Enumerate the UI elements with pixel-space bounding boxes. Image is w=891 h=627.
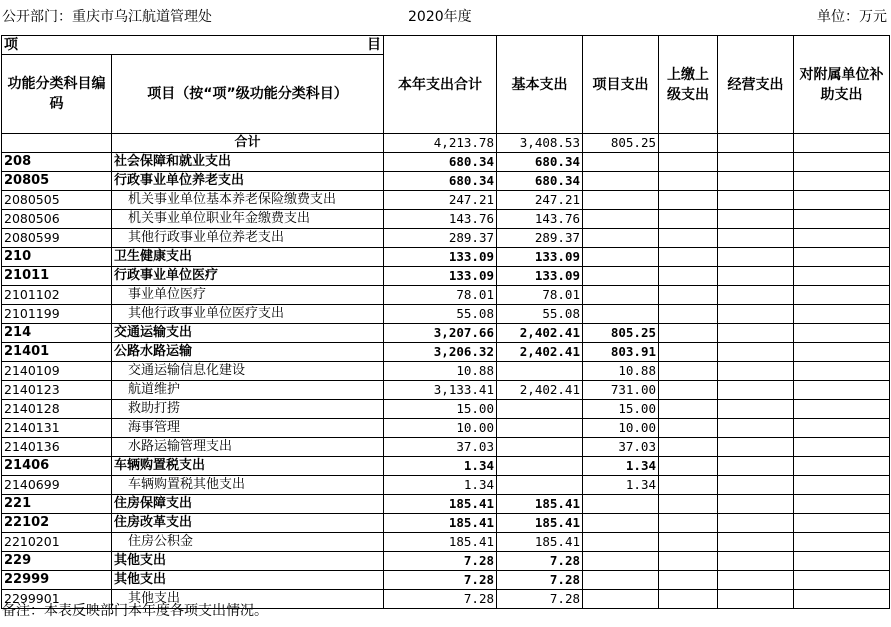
- row-code: 2140123: [2, 381, 112, 400]
- row-total: 7.28: [384, 590, 497, 609]
- row-name: 住房公积金: [112, 533, 384, 552]
- row-business: [718, 552, 794, 571]
- row-name: 车辆购置税其他支出: [112, 476, 384, 495]
- row-name: 水路运输管理支出: [112, 438, 384, 457]
- table-row: [2, 476, 890, 495]
- row-business: [718, 191, 794, 210]
- row-name: 其他行政事业单位医疗支出: [112, 305, 384, 324]
- row-project: [583, 305, 659, 324]
- row-name: 住房保障支出: [112, 495, 384, 514]
- row-business: [718, 457, 794, 476]
- row-total: 680.34: [384, 172, 497, 191]
- col-header-business: 经营支出: [718, 36, 794, 134]
- row-basic: 143.76: [497, 210, 583, 229]
- row-project: [583, 229, 659, 248]
- row-subsidy: [794, 172, 890, 191]
- row-basic: 680.34: [497, 153, 583, 172]
- row-subsidy: [794, 229, 890, 248]
- row-subsidy: [794, 552, 890, 571]
- row-subsidy: [794, 210, 890, 229]
- table-row: [2, 191, 890, 210]
- total-label: 合计: [112, 134, 384, 153]
- row-project: [583, 495, 659, 514]
- table-row: [2, 286, 890, 305]
- row-basic: 185.41: [497, 533, 583, 552]
- table-row: [2, 457, 890, 476]
- row-code: 2101102: [2, 286, 112, 305]
- row-upper: [659, 419, 718, 438]
- header-xiang: 项: [4, 37, 18, 53]
- table-row: [2, 514, 890, 533]
- row-subsidy: [794, 457, 890, 476]
- table-row: [2, 552, 890, 571]
- row-total: 3,206.32: [384, 343, 497, 362]
- col-header-upper: 上缴上级支出: [659, 36, 718, 134]
- table-row: [2, 419, 890, 438]
- row-business: [718, 343, 794, 362]
- row-basic: 133.09: [497, 267, 583, 286]
- row-upper: [659, 476, 718, 495]
- row-basic: 78.01: [497, 286, 583, 305]
- row-project: 805.25: [583, 324, 659, 343]
- row-subsidy: [794, 267, 890, 286]
- row-total: 185.41: [384, 495, 497, 514]
- row-upper: [659, 457, 718, 476]
- row-business: [718, 514, 794, 533]
- row-business: [718, 381, 794, 400]
- row-subsidy: [794, 438, 890, 457]
- row-total: 247.21: [384, 191, 497, 210]
- footnote: 备注：本表反映部门本年度各项支出情况。: [2, 603, 268, 619]
- row-basic: 247.21: [497, 191, 583, 210]
- total-code: [2, 134, 112, 153]
- row-code: 214: [2, 324, 112, 343]
- row-business: [718, 419, 794, 438]
- row-code: 221: [2, 495, 112, 514]
- row-code: 2140699: [2, 476, 112, 495]
- row-upper: [659, 267, 718, 286]
- table-row: [2, 305, 890, 324]
- row-business: [718, 153, 794, 172]
- table-row: [2, 495, 890, 514]
- row-business: [718, 533, 794, 552]
- col-header-project: 项目支出: [583, 36, 659, 134]
- row-upper: [659, 248, 718, 267]
- row-project: 731.00: [583, 381, 659, 400]
- row-total: 185.41: [384, 533, 497, 552]
- report-year: 2020年度: [408, 9, 472, 25]
- row-total: 3,133.41: [384, 381, 497, 400]
- row-subsidy: [794, 495, 890, 514]
- row-total: 143.76: [384, 210, 497, 229]
- row-code: 22999: [2, 571, 112, 590]
- row-subsidy: [794, 191, 890, 210]
- row-subsidy: [794, 248, 890, 267]
- row-code: 2101199: [2, 305, 112, 324]
- row-upper: [659, 229, 718, 248]
- row-project: [583, 191, 659, 210]
- row-code: 2210201: [2, 533, 112, 552]
- row-code: 20805: [2, 172, 112, 191]
- row-subsidy: [794, 514, 890, 533]
- row-basic: [497, 457, 583, 476]
- row-business: [718, 476, 794, 495]
- row-code: 2080505: [2, 191, 112, 210]
- row-total: 10.00: [384, 419, 497, 438]
- table-row: [2, 438, 890, 457]
- row-business: [718, 305, 794, 324]
- row-basic: 2,402.41: [497, 324, 583, 343]
- total-row: [2, 134, 890, 153]
- row-name: 其他行政事业单位养老支出: [112, 229, 384, 248]
- row-code: 210: [2, 248, 112, 267]
- row-subsidy: [794, 571, 890, 590]
- row-total: 78.01: [384, 286, 497, 305]
- row-basic: 7.28: [497, 590, 583, 609]
- row-upper: [659, 533, 718, 552]
- row-name: 海事管理: [112, 419, 384, 438]
- row-business: [718, 495, 794, 514]
- row-upper: [659, 153, 718, 172]
- row-total: 37.03: [384, 438, 497, 457]
- row-upper: [659, 495, 718, 514]
- row-subsidy: [794, 153, 890, 172]
- row-business: [718, 590, 794, 609]
- row-upper: [659, 210, 718, 229]
- col-header-basic: 基本支出: [497, 36, 583, 134]
- col-header-name: 项目（按“项”级功能分类科目）: [112, 55, 384, 134]
- row-code: 21406: [2, 457, 112, 476]
- row-upper: [659, 381, 718, 400]
- row-name: 交通运输信息化建设: [112, 362, 384, 381]
- row-subsidy: [794, 286, 890, 305]
- row-business: [718, 362, 794, 381]
- row-upper: [659, 343, 718, 362]
- row-total: 3,207.66: [384, 324, 497, 343]
- row-business: [718, 438, 794, 457]
- row-business: [718, 400, 794, 419]
- row-subsidy: [794, 381, 890, 400]
- row-name: 其他支出: [112, 571, 384, 590]
- table-row: [2, 400, 890, 419]
- row-subsidy: [794, 400, 890, 419]
- row-subsidy: [794, 533, 890, 552]
- row-code: 2140109: [2, 362, 112, 381]
- row-subsidy: [794, 590, 890, 609]
- row-basic: 7.28: [497, 571, 583, 590]
- row-business: [718, 210, 794, 229]
- row-business: [718, 172, 794, 191]
- row-project: [583, 571, 659, 590]
- row-subsidy: [794, 362, 890, 381]
- row-business: [718, 286, 794, 305]
- row-project: 37.03: [583, 438, 659, 457]
- row-total: 133.09: [384, 248, 497, 267]
- unit-label: 单位：万元: [817, 9, 887, 25]
- header-xiang-mu: [2, 36, 384, 55]
- total-subsidy: [794, 134, 890, 153]
- table-body: [2, 134, 890, 609]
- row-project: 1.34: [583, 476, 659, 495]
- row-business: [718, 248, 794, 267]
- table-row: [2, 343, 890, 362]
- row-name: 机关事业单位基本养老保险缴费支出: [112, 191, 384, 210]
- row-name: 行政事业单位医疗: [112, 267, 384, 286]
- row-basic: [497, 419, 583, 438]
- row-code: 21011: [2, 267, 112, 286]
- row-subsidy: [794, 305, 890, 324]
- row-basic: 2,402.41: [497, 343, 583, 362]
- row-business: [718, 229, 794, 248]
- row-name: 住房改革支出: [112, 514, 384, 533]
- row-name: 事业单位医疗: [112, 286, 384, 305]
- row-project: [583, 248, 659, 267]
- row-code: 2140128: [2, 400, 112, 419]
- row-upper: [659, 191, 718, 210]
- row-code: 208: [2, 153, 112, 172]
- row-project: [583, 172, 659, 191]
- row-project: [583, 267, 659, 286]
- col-header-subsidy: 对附属单位补助支出: [794, 36, 890, 134]
- row-project: 10.00: [583, 419, 659, 438]
- row-name: 卫生健康支出: [112, 248, 384, 267]
- row-name: 救助打捞: [112, 400, 384, 419]
- row-project: [583, 153, 659, 172]
- row-upper: [659, 571, 718, 590]
- row-name: 公路水路运输: [112, 343, 384, 362]
- row-upper: [659, 400, 718, 419]
- col-header-total: 本年支出合计: [384, 36, 497, 134]
- row-project: [583, 286, 659, 305]
- row-code: 22102: [2, 514, 112, 533]
- row-upper: [659, 552, 718, 571]
- col-header-code: 功能分类科目编码: [2, 55, 112, 134]
- row-code: 2080599: [2, 229, 112, 248]
- row-basic: 680.34: [497, 172, 583, 191]
- row-upper: [659, 438, 718, 457]
- row-project: [583, 514, 659, 533]
- row-name: 其他支出: [112, 590, 384, 609]
- row-basic: [497, 362, 583, 381]
- row-business: [718, 267, 794, 286]
- total-business: [718, 134, 794, 153]
- table-row: [2, 324, 890, 343]
- row-total: 1.34: [384, 457, 497, 476]
- table-row: [2, 172, 890, 191]
- table-row: [2, 229, 890, 248]
- row-subsidy: [794, 324, 890, 343]
- row-project: 1.34: [583, 457, 659, 476]
- department-label: 公开部门：重庆市乌江航道管理处: [2, 9, 212, 25]
- row-total: 55.08: [384, 305, 497, 324]
- row-code: 229: [2, 552, 112, 571]
- header-row-xiang-mu: [2, 36, 890, 55]
- table-row: [2, 210, 890, 229]
- row-name: 行政事业单位养老支出: [112, 172, 384, 191]
- row-project: 803.91: [583, 343, 659, 362]
- row-total: 185.41: [384, 514, 497, 533]
- row-basic: 2,402.41: [497, 381, 583, 400]
- row-total: 133.09: [384, 267, 497, 286]
- row-code: 2140136: [2, 438, 112, 457]
- row-project: [583, 552, 659, 571]
- total-project: 805.25: [583, 134, 659, 153]
- row-name: 社会保障和就业支出: [112, 153, 384, 172]
- row-upper: [659, 514, 718, 533]
- table-row: [2, 381, 890, 400]
- row-code: 2140131: [2, 419, 112, 438]
- row-project: [583, 210, 659, 229]
- row-name: 航道维护: [112, 381, 384, 400]
- row-project: 15.00: [583, 400, 659, 419]
- row-code: 21401: [2, 343, 112, 362]
- row-basic: 133.09: [497, 248, 583, 267]
- row-name: 机关事业单位职业年金缴费支出: [112, 210, 384, 229]
- row-basic: 289.37: [497, 229, 583, 248]
- table-row: [2, 362, 890, 381]
- table-row: [2, 267, 890, 286]
- table-row: [2, 248, 890, 267]
- row-code: 2299901: [2, 590, 112, 609]
- row-code: 2080506: [2, 210, 112, 229]
- header-mu: 目: [367, 37, 381, 53]
- row-business: [718, 571, 794, 590]
- total-sum: 4,213.78: [384, 134, 497, 153]
- row-subsidy: [794, 476, 890, 495]
- row-total: 289.37: [384, 229, 497, 248]
- row-total: 680.34: [384, 153, 497, 172]
- row-total: 1.34: [384, 476, 497, 495]
- row-basic: [497, 438, 583, 457]
- row-upper: [659, 324, 718, 343]
- row-total: 7.28: [384, 571, 497, 590]
- row-upper: [659, 286, 718, 305]
- row-basic: [497, 400, 583, 419]
- total-basic: 3,408.53: [497, 134, 583, 153]
- row-total: 10.88: [384, 362, 497, 381]
- row-name: 交通运输支出: [112, 324, 384, 343]
- row-upper: [659, 590, 718, 609]
- row-basic: 55.08: [497, 305, 583, 324]
- row-project: [583, 590, 659, 609]
- table-row: [2, 571, 890, 590]
- row-upper: [659, 362, 718, 381]
- table-row: [2, 153, 890, 172]
- row-business: [718, 324, 794, 343]
- table-row: [2, 533, 890, 552]
- row-total: 7.28: [384, 552, 497, 571]
- row-upper: [659, 172, 718, 191]
- row-total: 15.00: [384, 400, 497, 419]
- total-upper: [659, 134, 718, 153]
- row-subsidy: [794, 419, 890, 438]
- row-basic: 7.28: [497, 552, 583, 571]
- expenditure-table: [1, 35, 890, 609]
- row-name: 其他支出: [112, 552, 384, 571]
- row-name: 车辆购置税支出: [112, 457, 384, 476]
- row-basic: 185.41: [497, 514, 583, 533]
- row-subsidy: [794, 343, 890, 362]
- row-upper: [659, 305, 718, 324]
- row-project: 10.88: [583, 362, 659, 381]
- row-basic: [497, 476, 583, 495]
- row-project: [583, 533, 659, 552]
- row-basic: 185.41: [497, 495, 583, 514]
